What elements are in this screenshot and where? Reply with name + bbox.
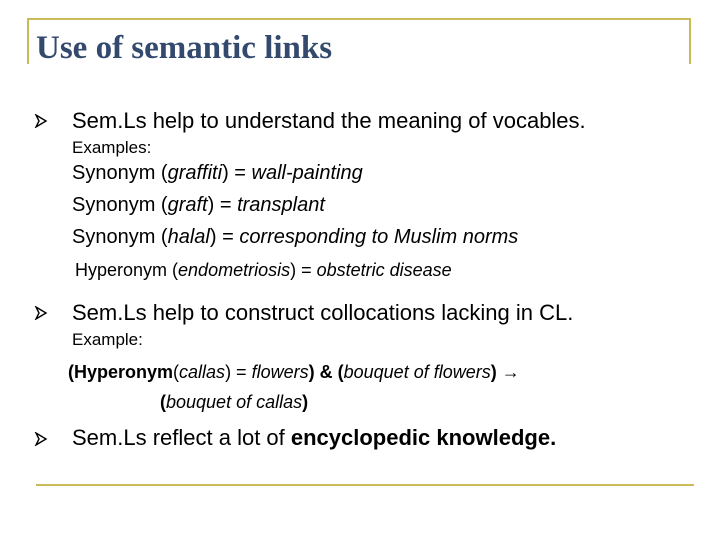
formula-relation: Hyperonym (74, 362, 174, 382)
top-rule (27, 18, 691, 20)
formula-value: flowers (251, 362, 309, 382)
bottom-rule (36, 484, 694, 486)
formula-amp: & (319, 362, 333, 382)
formula-phrase: bouquet of flowers (343, 362, 491, 382)
formula-line-1: (Hyperonym(callas) = flowers) & (bouquet of flowers) → (68, 362, 520, 382)
value: corresponding to Muslim norms (239, 226, 519, 248)
term: graft (167, 194, 208, 216)
bullet-1-text: Sem.Ls help to understand the meaning of vocables. (72, 108, 586, 133)
example-row: Synonym (graft) = transplant (72, 194, 325, 216)
example-row: Hyperonym (endometriosis) = obstetric disease (75, 260, 452, 280)
slide-title: Use of semantic links (36, 30, 333, 66)
arrow-bullet-icon (34, 432, 48, 446)
formula-arrow: → (501, 362, 520, 382)
value: transplant (237, 194, 325, 216)
formula-result: bouquet of callas (166, 392, 303, 412)
right-rule (689, 18, 691, 64)
bullet-3-text-start: Sem.Ls reflect a lot of (72, 425, 291, 450)
arrow-bullet-icon (34, 306, 48, 320)
term: halal (167, 226, 210, 248)
relation: Synonym (72, 226, 156, 248)
examples-label: Examples: (72, 138, 152, 157)
value: wall-painting (251, 162, 363, 184)
relation: Synonym (72, 162, 156, 184)
value: obstetric disease (316, 260, 452, 280)
formula-term: callas (179, 362, 226, 382)
example-label: Example: (72, 330, 143, 349)
term: graffiti (167, 162, 223, 184)
term: endometriosis (178, 260, 291, 280)
relation: Hyperonym (75, 260, 168, 280)
arrow-bullet-icon (34, 114, 48, 128)
bullet-2-text: Sem.Ls help to construct collocations lacking in CL. (72, 300, 574, 325)
relation: Synonym (72, 194, 156, 216)
example-row: Synonym (halal) = corresponding to Muslim norms (72, 226, 519, 248)
formula-line-2: (bouquet of callas) (160, 392, 309, 412)
example-row: Synonym (graffiti) = wall-painting (72, 162, 363, 184)
bullet-3-text (72, 425, 556, 451)
bullet-3-text-bold: encyclopedic knowledge. (290, 425, 557, 450)
left-rule (27, 18, 29, 64)
